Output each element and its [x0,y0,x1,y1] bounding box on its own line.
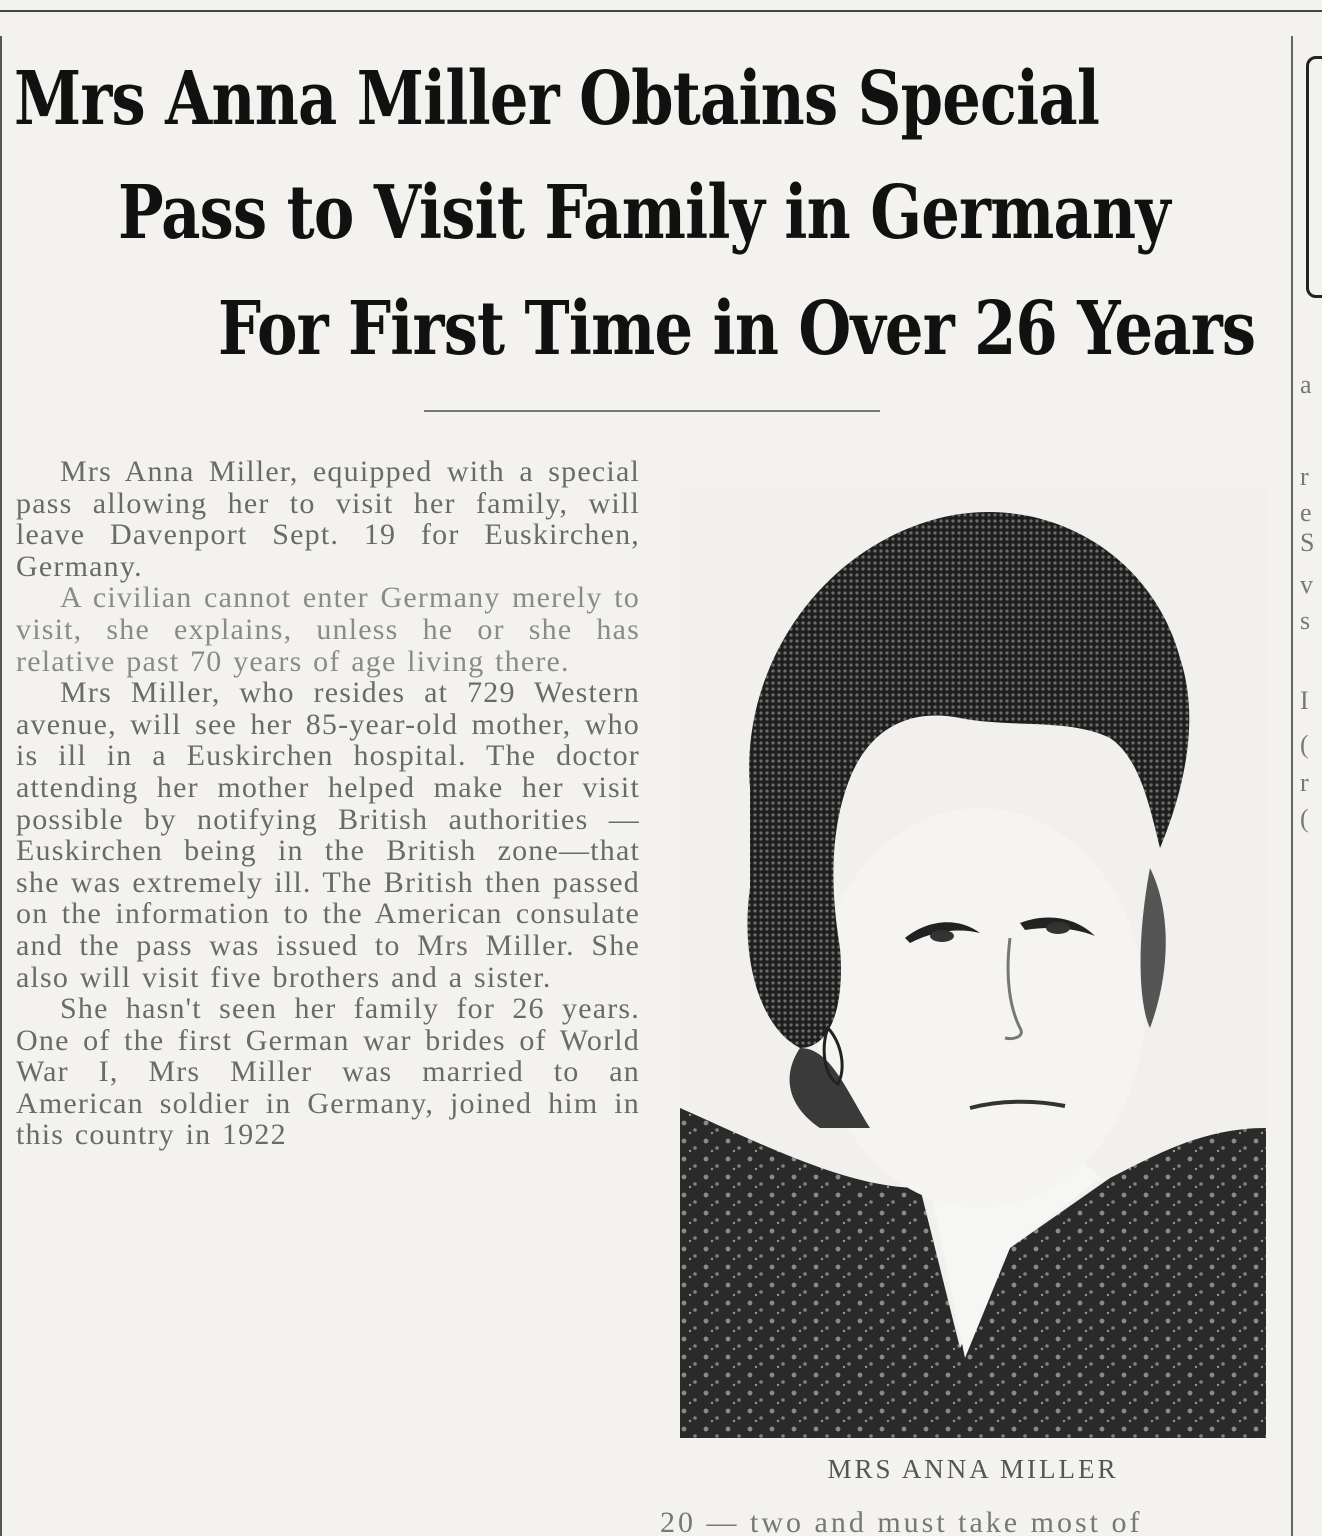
article-paragraph-1: Mrs Anna Miller, equipped with a special pass allowing her to visit her family, will leave Davenport Sept. 19 for Euskirchen, Germany. [16,455,640,583]
article-paragraph-3: Mrs Miller, who resides at 729 Western avenue, will see her 85-year-old mother, who is ill in a Euskirchen hospital. The doctor attending her mother helped make her visit possible by notifying British authorities — Euskirchen being in the British zone—that she was extremely ill. The British then passed on the information to the American consulate and the pass was issued to Mrs Miller. She also will visit five brothers and a sister. [16,676,640,994]
headline-divider [424,410,880,412]
edge-letter: s [1300,606,1311,635]
edge-letter: ( [1300,730,1309,759]
photo-caption: MRS ANNA MILLER [827,1454,1119,1484]
article-body [16,456,640,1151]
top-rule [0,10,1322,12]
adjacent-column-fragment: 20 — two and must take most of [660,1506,1143,1536]
edge-letter: r [1300,768,1309,797]
edge-letter: r [1300,462,1309,491]
edge-letter: I [1300,686,1309,715]
column-rule [1291,36,1293,1536]
edge-letter: v [1300,570,1313,599]
edge-letter: S [1300,528,1315,557]
edge-letter: ( [1300,804,1309,833]
edge-letter: a [1300,370,1312,399]
portrait-photo [680,488,1266,1438]
edge-letter: e [1300,498,1312,527]
article-paragraph-2: A civilian cannot enter Germany merely to visit, she explains, unless he or she has relative past 70 years of age living there. [16,581,640,678]
headline-line-3: For First Time in Over 26 Years [218,286,1256,372]
headline-line-2: Pass to Visit Family in Germany [118,170,1170,256]
article-headline [0,48,1290,388]
adjacent-column-box [1306,56,1322,298]
headline-line-1: Mrs Anna Miller Obtains Special [14,56,1100,142]
article-paragraph-4: She hasn't seen her family for 26 years. One of the first German war brides of World War I, Mrs Miller was married to an American soldier in Germany, joined him in this country in 1922 [16,992,640,1152]
